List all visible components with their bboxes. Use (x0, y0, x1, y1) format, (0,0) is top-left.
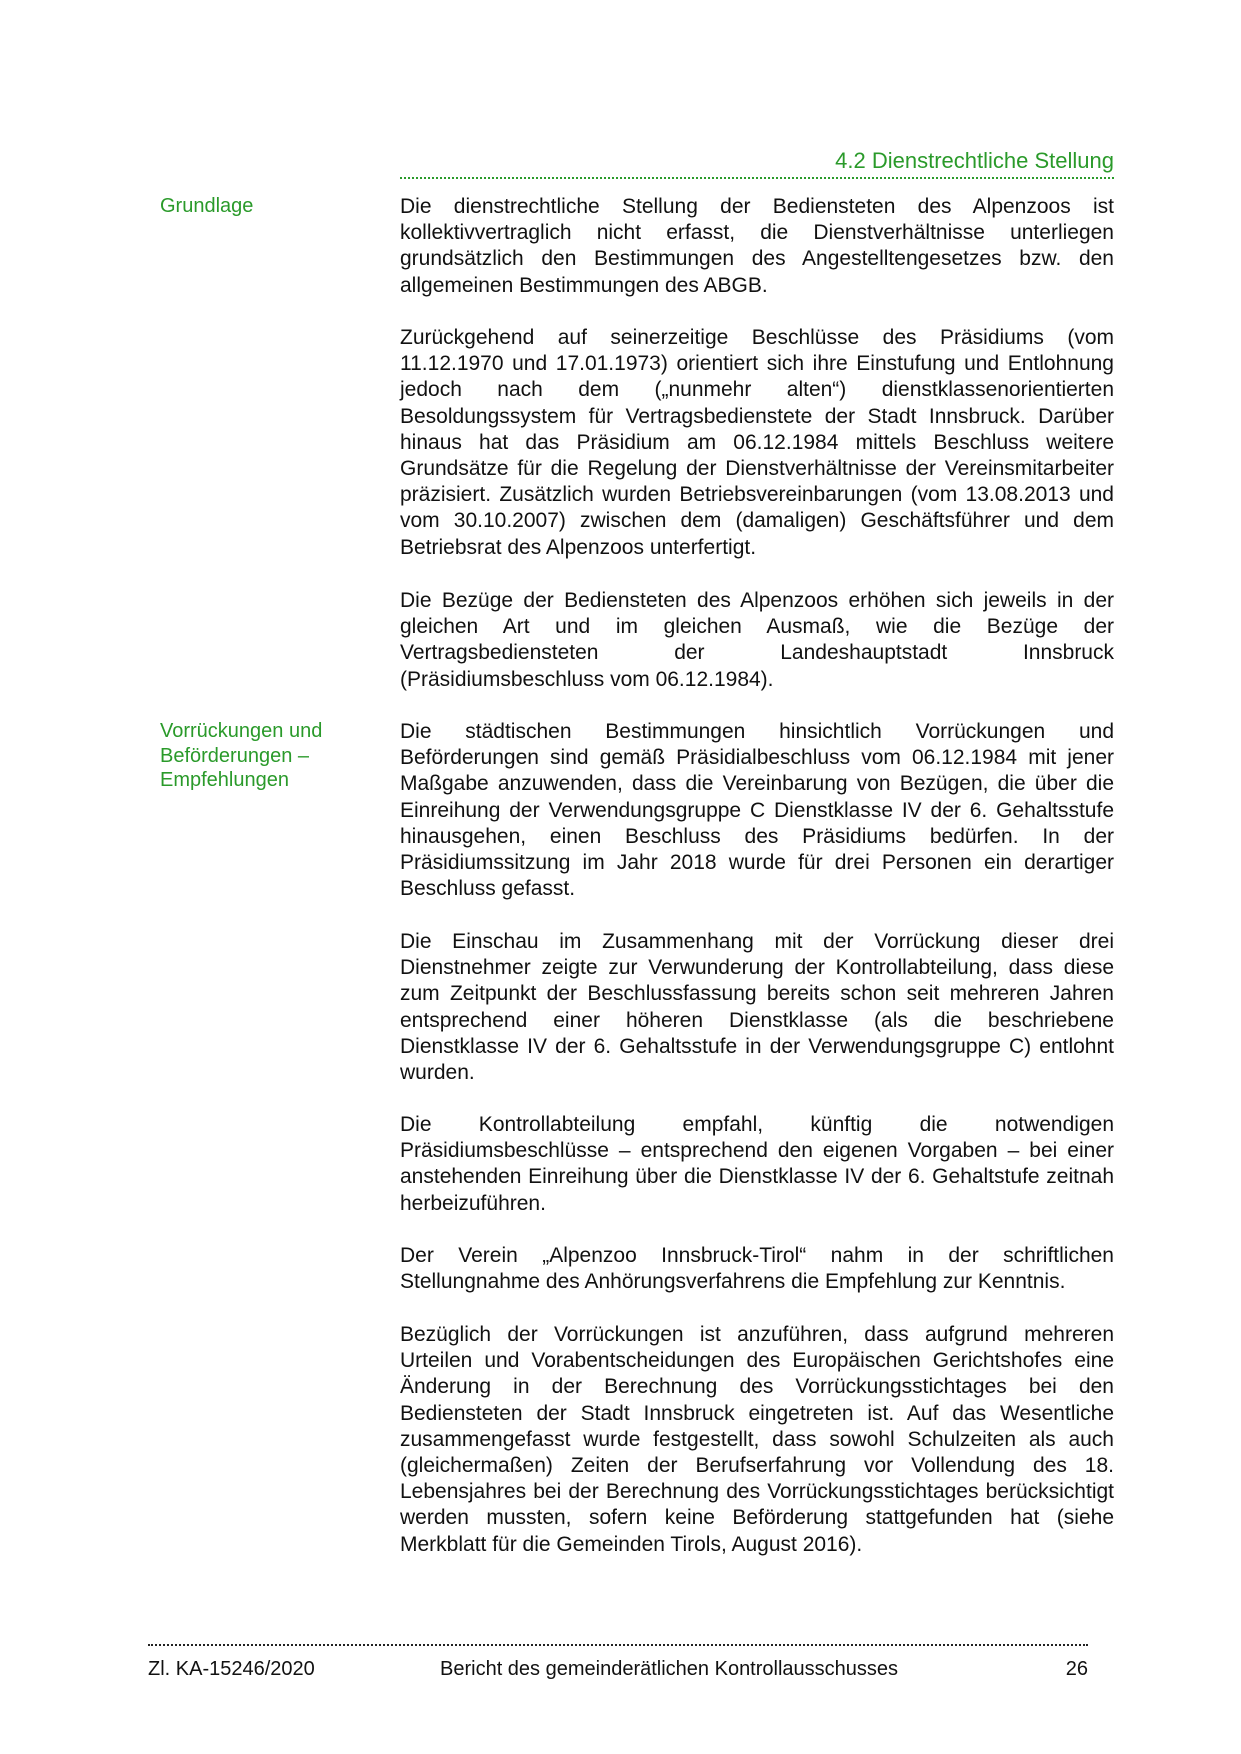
section-heading: 4.2 Dienstrechtliche Stellung (835, 148, 1114, 173)
paragraph-2: Zurückgehend auf seinerzeitige Beschlüsse des Präsidiums (vom 11.12.1970 und 17.01.1973) orientiert sich ihre Einstufung und Entlohnung jedoch nach dem („nunmehr alten“) dienstklassenorientierten Besoldungssystem für Vertragsbedienstete der Stadt Innsbruck. Darüber hinaus hat das Präsidium am 06.12.1984 mittels Beschluss weitere Grundsätze für die Regelung der Dienstverhältnisse der Vereinsmitarbeiter präzisiert. Zusätzlich wurden Betriebsvereinbarungen (vom 13.08.2013 und vom 30.10.2007) zwischen dem (damaligen) Geschäftsführer und dem Betriebsrat des Alpenzoos unterfertigt. (400, 326, 1114, 559)
margin-note-grundlage: Grundlage (160, 195, 254, 217)
footer-dotted-rule (148, 1644, 1088, 1646)
paragraph-4: Die städtischen Bestimmungen hinsichtlich Vorrückungen und Beförderungen sind gemäß Präsidialbeschluss vom 06.12.1984 mit jener Maßgabe anzuwenden, dass die Vereinbarung von Bezügen, die über die Einreihung der Verwendungsgruppe C Dienstklasse IV der 6. Gehaltsstufe hinausgehen, einen Beschluss des Präsidiums bedürfen. In der Präsidiumssitzung im Jahr 2018 wurde für drei Personen ein derartiger Beschluss gefasst. (400, 720, 1114, 901)
margin-note-vorrueckungen: Vorrückungen und Beförderungen – Empfehlungen (160, 720, 323, 791)
heading-dotted-rule (400, 177, 1114, 179)
page-number: 26 (1065, 1658, 1088, 1680)
paragraph-7: Der Verein „Alpenzoo Innsbruck-Tirol“ nahm in der schriftlichen Stellungnahme des Anhörungsverfahrens die Empfehlung zur Kenntnis. (400, 1244, 1114, 1294)
paragraph-8: Bezüglich der Vorrückungen ist anzuführen, dass aufgrund mehreren Urteilen und Vorabentscheidungen des Europäischen Gerichtshofes eine Änderung in der Berechnung des Vorrückungsstichtages bei den Bediensteten der Stadt Innsbruck eingetreten ist. Auf das Wesentliche zusammengefasst wurde festgestellt, dass sowohl Schulzeiten als auch (gleichermaßen) Zeiten der Berufserfahrung vor Vollendung des 18. Lebensjahres bei der Berechnung des Vorrückungsstichtages berücksichtigt werden mussten, sofern keine Beförderung stattgefunden hat (siehe Merkblatt für die Gemeinden Tirols, August 2016). (400, 1323, 1114, 1556)
paragraph-6: Die Kontrollabteilung empfahl, künftig die notwendigen Präsidiumsbeschlüsse – entsprechend den eigenen Vorgaben – bei einer anstehenden Einreihung über die Dienstklasse IV der 6. Gehaltstufe zeitnah herbeizuführen. (400, 1113, 1114, 1215)
paragraph-1: Die dienstrechtliche Stellung der Bediensteten des Alpenzoos ist kollektivvertraglich nicht erfasst, die Dienstverhältnisse unterliegen grundsätzlich den Bestimmungen des Angestelltengesetzes bzw. den allgemeinen Bestimmungen des ABGB. (400, 195, 1114, 297)
footer-report-title: Bericht des gemeinderätlichen Kontrollausschusses (440, 1658, 899, 1680)
paragraph-5: Die Einschau im Zusammenhang mit der Vorrückung dieser drei Dienstnehmer zeigte zur Verwunderung der Kontrollabteilung, dass diese zum Zeitpunkt der Beschlussfassung bereits schon seit mehreren Jahren entsprechend einer höheren Dienstklasse (als die beschriebene Dienstklasse IV der 6. Gehaltsstufe in der Verwendungsgruppe C) entlohnt wurden. (400, 930, 1114, 1085)
footer-reference: Zl. KA-15246/2020 (148, 1658, 315, 1680)
paragraph-3: Die Bezüge der Bediensteten des Alpenzoos erhöhen sich jeweils in der gleichen Art und im gleichen Ausmaß, wie die Bezüge der Vertragsbediensteten der Landeshauptstadt Innsbruck (Präsidiumsbeschluss vom 06.12.1984). (400, 589, 1114, 691)
